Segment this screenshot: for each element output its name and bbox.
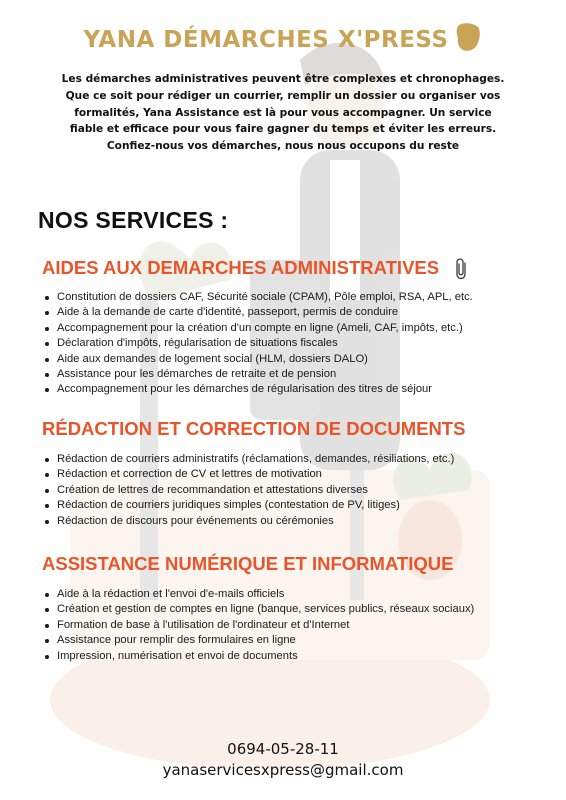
list-item: Accompagnement pour les démarches de régularisation des titres de séjour	[44, 382, 473, 397]
contact-email[interactable]: yanaservicesxpress@gmail.com	[162, 761, 404, 779]
contact-phone[interactable]: 0694-05-28-11	[227, 740, 339, 758]
list-item: Création de lettres de recommandation et attestations diverses	[44, 483, 454, 498]
list-item: Formation de base à l'utilisation de l'ordinateur et d'Internet	[44, 618, 474, 633]
page-title: YANA DÉMARCHES X'PRESS	[83, 27, 449, 53]
section-title-text: ASSISTANCE NUMÉRIQUE ET INFORMATIQUE	[42, 553, 454, 574]
map-icon	[453, 21, 483, 53]
list-item: Accompagnement pour la création d'un compte en ligne (Ameli, CAF, impôts, etc.)	[44, 321, 473, 336]
list-item: Aide aux demandes de logement social (HLM, dossiers DALO)	[44, 352, 473, 367]
paperclip-icon	[454, 258, 470, 280]
list-item: Aide à la demande de carte d'identité, passeport, permis de conduire	[44, 305, 473, 320]
list-documents	[44, 452, 454, 529]
list-item: Assistance pour remplir des formulaires en ligne	[44, 633, 474, 648]
services-heading: NOS SERVICES :	[38, 207, 229, 233]
section-title-documents	[42, 418, 465, 440]
section-title-administrative	[42, 257, 470, 280]
list-item: Impression, numérisation et envoi de documents	[44, 649, 474, 664]
intro-paragraph: Les démarches administratives peuvent être complexes et chronophages. Que ce soit pour rédiger un courrier, remplir un dossier ou organiser vos formalités, Yana Assistance est là pour vous accompagner. Un service fiable et efficace pour vous faire gagner du temps et éviter les erreurs. Confiez-nous vos démarches, nous nous occupons du reste	[61, 73, 505, 153]
section-title-text: AIDES AUX DEMARCHES ADMINISTRATIVES	[42, 257, 440, 278]
list-item: Rédaction de courriers administratifs (réclamations, demandes, résiliations, etc.)	[44, 452, 454, 467]
list-item: Rédaction de courriers juridiques simples (contestation de PV, litiges)	[44, 498, 454, 513]
header	[0, 20, 566, 60]
list-item: Rédaction de discours pour événements ou cérémonies	[44, 514, 454, 529]
list-item: Assistance pour les démarches de retraite et de pension	[44, 367, 473, 382]
section-title-text: RÉDACTION ET CORRECTION DE DOCUMENTS	[42, 418, 466, 439]
list-administrative	[44, 290, 473, 398]
list-item: Aide à la rédaction et l'envoi d'e-mails officiels	[44, 587, 474, 602]
list-item: Déclaration d'impôts, régularisation de situations fiscales	[44, 336, 473, 351]
section-title-digital	[42, 553, 453, 575]
list-item: Création et gestion de comptes en ligne (banque, services publics, réseaux sociaux)	[44, 602, 474, 617]
list-digital	[44, 587, 474, 664]
list-item: Constitution de dossiers CAF, Sécurité sociale (CPAM), Pôle emploi, RSA, APL, etc.	[44, 290, 473, 305]
list-item: Rédaction et correction de CV et lettres de motivation	[44, 467, 454, 482]
